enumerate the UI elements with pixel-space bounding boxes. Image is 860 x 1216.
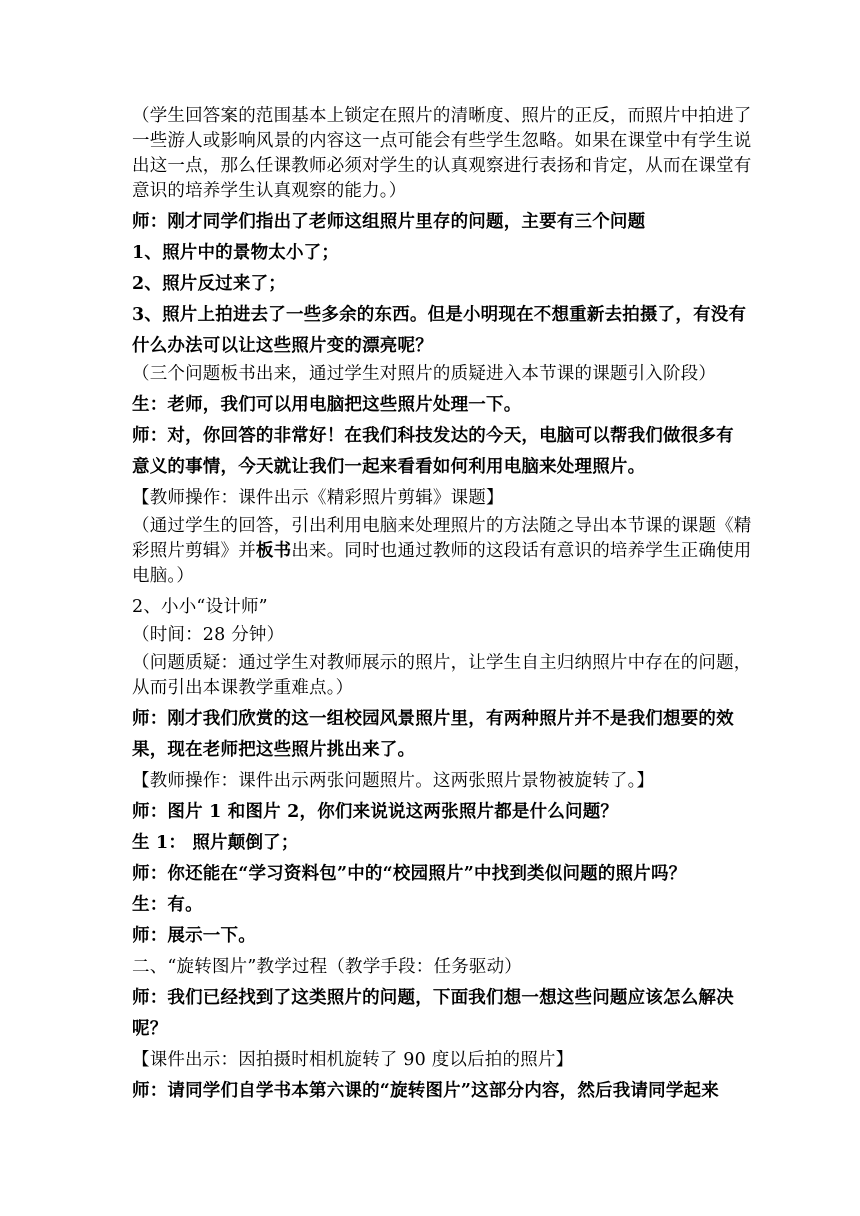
teacher-line: 师：对，你回答的非常好！在我们科技发达的今天，电脑可以帮我们做很多有 [132,426,734,446]
problem-item: 什么办法可以让这些照片变的漂亮呢？ [132,336,433,356]
problem-item: 1、照片中的景物太小了； [132,243,340,263]
paragraph-line: 一些游人或影响风景的内容这一点可能会有些学生忽略。如果在课堂中有学生说 [132,131,752,151]
annotation-line: 电脑。） [132,566,195,586]
text-segment: 彩照片剪辑》并 [132,541,256,561]
paragraph-line: （学生回答案的范围基本上锁定在照片的清晰度、照片的正反，而照片中拍进了 [132,106,752,126]
document-page [132,104,752,1103]
annotation-line: （通过学生的回答，引出利用电脑来处理照片的方法随之导出本节课的课题《精 [132,516,752,536]
teacher-line: 师：我们已经找到了这类照片的问题，下面我们想一想这些问题应该怎么解决 [132,988,734,1008]
teacher-line: 师：请同学们自学书本第六课的“旋转图片”这部分内容，然后我请同学起来 [132,1081,719,1101]
annotation-line [132,539,752,563]
teacher-line: 意义的事情，今天就让我们一起来看看如何利用电脑来处理照片。 [132,457,646,477]
teacher-operation: 【教师操作：课件出示两张问题照片。这两张照片景物被旋转了。】 [132,771,655,791]
problem-item: 3、照片上拍进去了一些多余的东西。但是小明现在不想重新去拍摄了，有没有 [132,305,747,325]
teacher-line: 师：展示一下。 [132,926,256,946]
teacher-line: 师：你还能在“学习资料包”中的“校园照片”中找到类似问题的照片吗？ [132,864,687,884]
teacher-operation: 【课件出示：因拍摄时相机旋转了 90 度以后拍的照片】 [132,1050,574,1070]
paragraph-line: 意识的培养学生认真观察的能力。） [132,181,407,201]
text-segment-bold: 板书 [255,541,292,561]
teacher-line: 果，现在老师把这些照片挑出来了。 [132,740,416,760]
text-segment: 出来。同时也通过教师的这段话有意识的培养学生正确使用 [291,541,752,561]
student-line: 生：老师，我们可以用电脑把这些照片处理一下。 [132,395,522,415]
section-heading: 二、“旋转图片”教学过程（教学手段：任务驱动） [132,957,522,977]
annotation-line: 从而引出本课教学重难点。） [132,678,354,698]
section-heading: 2、小小“设计师” [132,597,268,617]
teacher-line: 师：图片 1 和图片 2，你们来说说这两张照片都是什么问题？ [132,802,619,822]
student-line: 生 1： 照片颠倒了； [132,833,299,853]
student-line: 生：有。 [132,895,203,915]
problem-item: 2、照片反过来了； [132,274,286,294]
teacher-line: 呢？ [132,1019,168,1039]
teacher-line: 师：刚才我们欣赏的这一组校园风景照片里，有两种照片并不是我们想要的效 [132,709,734,729]
paragraph-line: 出这一点，那么任课教师必须对学生的认真观察进行表扬和肯定，从而在课堂有 [132,156,752,176]
teacher-operation: 【教师操作：课件出示《精彩照片剪辑》课题】 [132,488,504,508]
annotation-line: （问题质疑：通过学生对教师展示的照片，让学生自主归纳照片中存在的问题， [132,653,752,673]
annotation-line: （时间：28 分钟） [132,625,285,645]
teacher-line: 师：刚才同学们指出了老师这组照片里存的问题，主要有三个问题 [132,212,646,232]
annotation-line: （三个问题板书出来，通过学生对照片的质疑进入本节课的课题引入阶段） [132,364,717,384]
